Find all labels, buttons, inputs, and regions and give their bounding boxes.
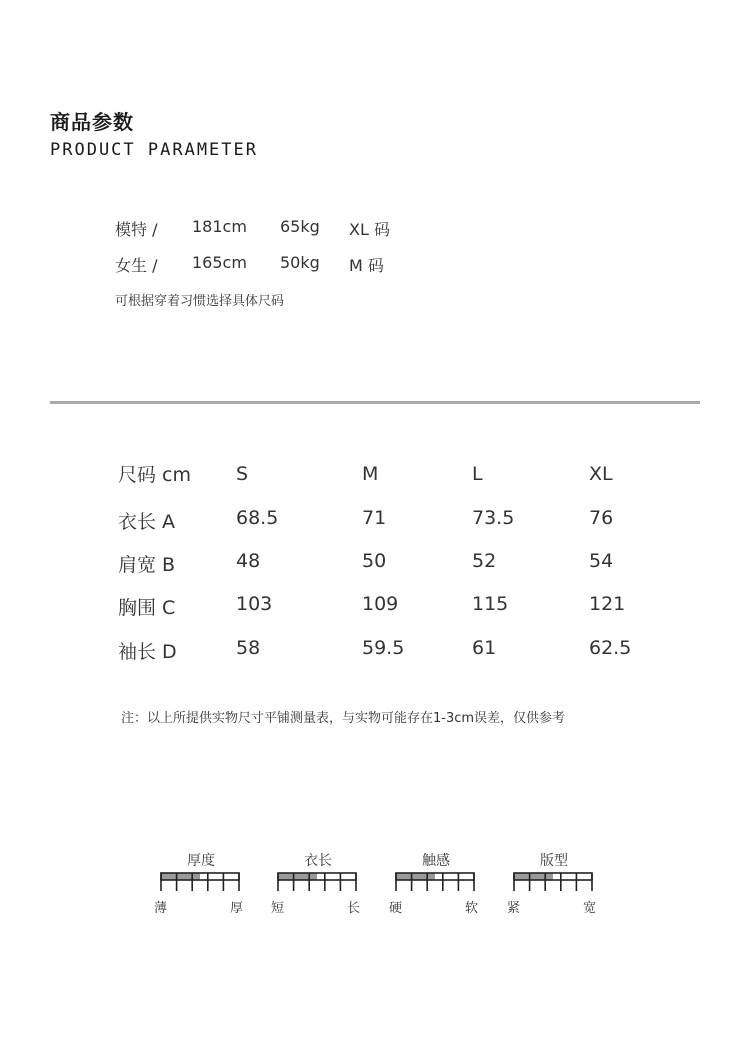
section-divider: [50, 401, 700, 404]
scale-bar: [160, 872, 240, 892]
scale-title: 衣长: [304, 853, 332, 869]
scale-fill: [396, 873, 435, 880]
scale-bar: [277, 872, 357, 892]
row-label: 肩宽 B: [118, 554, 176, 576]
header-cell: XL: [589, 463, 613, 485]
table-cell: 59.5: [362, 637, 405, 659]
header-cell: M: [362, 463, 379, 485]
scale-low-label: 硬: [389, 901, 403, 916]
scale-thickness: [154, 850, 270, 920]
model-height: 181cm: [192, 217, 247, 236]
model-note: 可根据穿着习惯选择具体尺码: [115, 294, 285, 309]
table-row: [118, 593, 718, 617]
scale-high-label: 厚: [230, 901, 244, 916]
header-cell: 尺码 cm: [118, 464, 191, 486]
table-row: [118, 637, 718, 661]
table-cell: 62.5: [589, 637, 632, 659]
table-cell: 61: [472, 637, 497, 659]
row-label: 衣长 A: [118, 511, 176, 533]
scale-fill: [278, 873, 317, 880]
scale-bar: [513, 872, 593, 892]
model-size: M 码: [349, 256, 384, 275]
model-height: 165cm: [192, 253, 247, 272]
scale-low-label: 薄: [154, 901, 168, 916]
header-cell: L: [472, 463, 483, 485]
size-table-header: [118, 460, 718, 484]
model-label: 模特 /: [115, 220, 158, 239]
table-cell: 109: [362, 593, 399, 615]
table-cell: 58: [236, 637, 261, 659]
table-cell: 73.5: [472, 507, 515, 529]
scale-title: 厚度: [187, 853, 215, 869]
table-cell: 54: [589, 550, 614, 572]
model-weight: 50kg: [280, 253, 320, 272]
table-cell: 115: [472, 593, 509, 615]
table-cell: 103: [236, 593, 273, 615]
scale-title: 触感: [422, 853, 450, 869]
row-label: 胸围 C: [118, 597, 176, 619]
model-size: XL 码: [349, 220, 390, 239]
scale-low-label: 短: [271, 901, 285, 916]
table-cell: 48: [236, 550, 261, 572]
table-row: [118, 507, 718, 531]
row-label: 袖长 D: [118, 641, 177, 663]
scale-fill: [161, 873, 200, 880]
scale-high-label: 软: [465, 901, 479, 916]
table-row: [118, 550, 718, 574]
page-title: 商品参数: [50, 110, 134, 134]
scale-low-label: 紧: [507, 901, 521, 916]
table-cell: 121: [589, 593, 626, 615]
scale-title: 版型: [540, 853, 568, 869]
page-subtitle: PRODUCT PARAMETER: [50, 140, 258, 160]
scale-fit: [507, 850, 623, 920]
scale-high-label: 宽: [583, 901, 597, 916]
model-label: 女生 /: [115, 256, 158, 275]
scale-length: [271, 850, 387, 920]
table-cell: 76: [589, 507, 614, 529]
table-cell: 52: [472, 550, 497, 572]
scale-bar: [395, 872, 475, 892]
table-cell: 68.5: [236, 507, 279, 529]
scale-high-label: 长: [347, 901, 361, 916]
table-cell: 50: [362, 550, 387, 572]
scale-fill: [514, 873, 553, 880]
scale-touch: [389, 850, 505, 920]
model-weight: 65kg: [280, 217, 320, 236]
measurement-footnote: 注：以上所提供实物尺寸平铺测量表，与实物可能存在1-3cm误差，仅供参考: [121, 711, 566, 726]
table-cell: 71: [362, 507, 387, 529]
header-cell: S: [236, 463, 249, 485]
